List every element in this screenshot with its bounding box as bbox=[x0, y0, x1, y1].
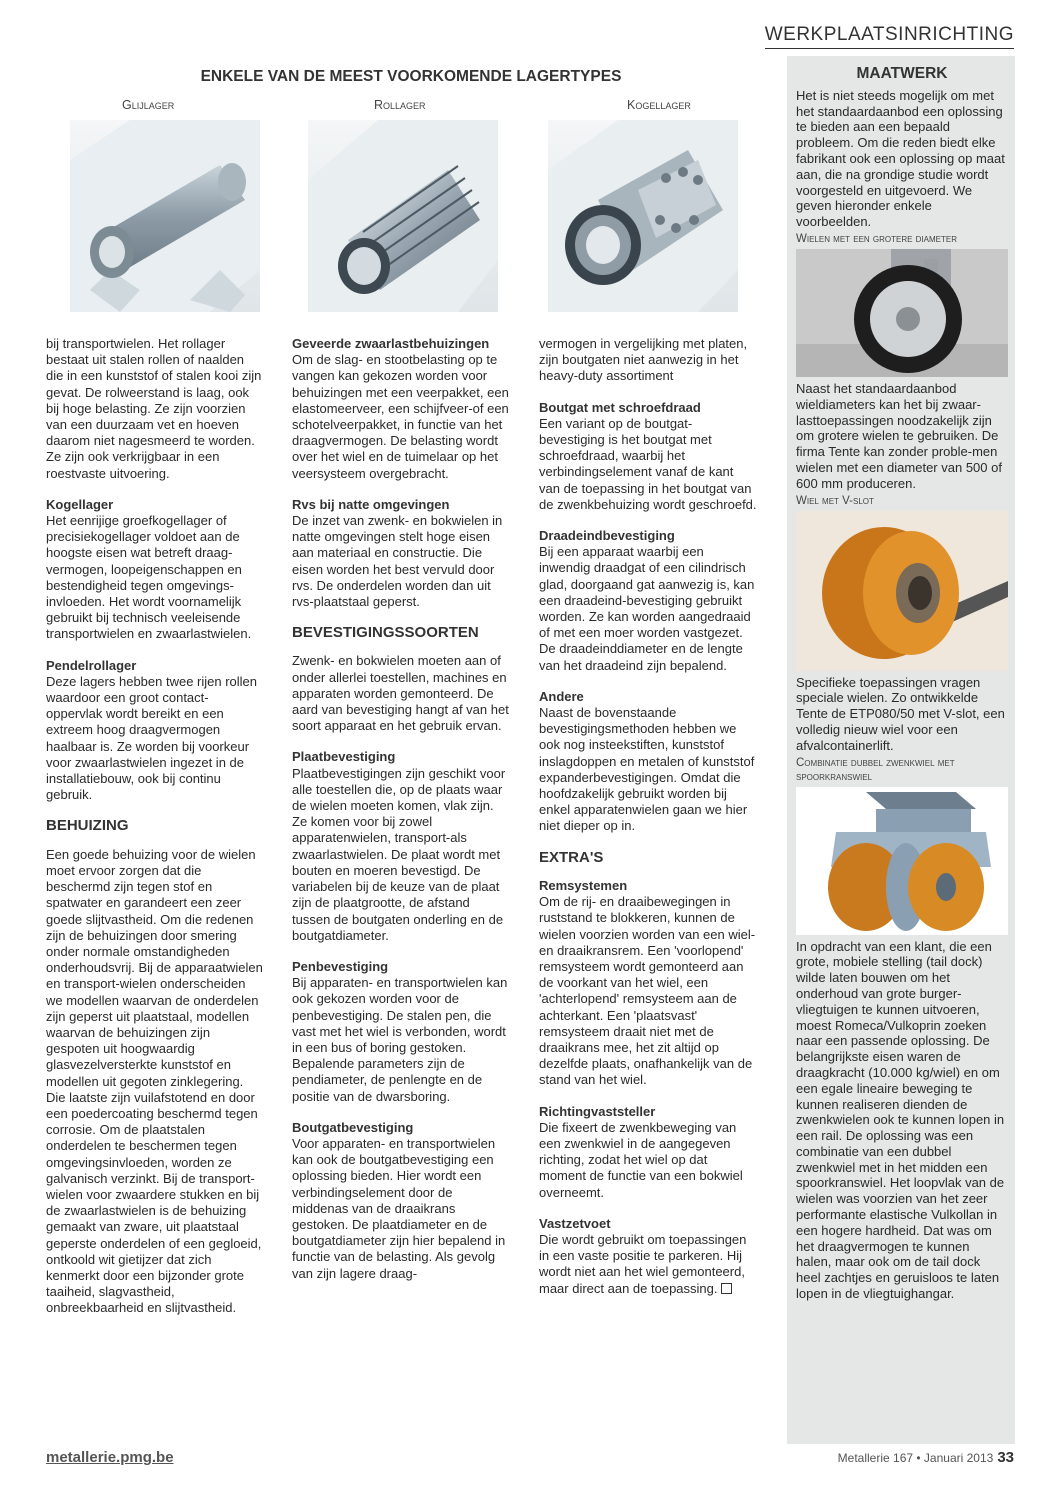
text-bevestigingssoorten: Zwenk- en bokwielen moeten aan of onder allerlei toestellen, machines en apparaten worden gemonteerd. De aard van bevestiging hangt af van het soort apparaat en het gebruik ervan. bbox=[292, 653, 509, 734]
heading-penbevestiging: Penbevestiging bbox=[292, 958, 389, 974]
heading-geveerde: Geveerde zwaarlastbehuizingen bbox=[292, 336, 490, 351]
text-schroefdraad: Een variant op de boutgat-bevestiging is het boutgat met schroefdraad, waarbij het verbindingselement vanaf de kant van de toepassing in het boutgat van de zwenkbehuizing wordt geschroefd. bbox=[539, 415, 757, 512]
heading-vastzetvoet: Vastzetvoet bbox=[539, 1215, 611, 1231]
heading-schroefdraad: Boutgat met schroefdraad bbox=[539, 399, 701, 415]
heading-kogellager: Kogellager bbox=[46, 496, 114, 512]
ball-bearing-image bbox=[548, 120, 738, 312]
heading-boutgatbevestiging: Boutgatbevestiging bbox=[292, 1119, 414, 1135]
text-v-slot: Specifieke toepassingen vragen speciale wielen. Zo ontwikkelde Tente de ETP080/50 met V-slot, een volledig nieuw wiel voor een afvalcontainerlift. bbox=[796, 674, 1005, 753]
text-remsystemen: Om de rij- en draaibewegingen in ruststand te blokkeren, kunnen de wielen voorzien worden van een wiel- en draaikransrem. Een 'voorlopend' remsysteem wordt gemonteerd aan de voorkant van het wiel, een 'achterlopend' remsysteem aan de achterkant. Een 'plaatsvast' remsysteem draait niet met de draaikrans mee, het zit altijd op dezelfde plaats, onafhankelijk van de stand van het wiel. bbox=[539, 894, 756, 1088]
heading-pendelrollager: Pendelrollager bbox=[46, 657, 137, 673]
text-rvs: De inzet van zwenk- en bokwielen in natte omgevingen stelt hoge eisen aan materiaal en constructie. Die eisen worden het best vervuld door rvs. De onderdelen worden dan uit rvs-plaatstaal geperst. bbox=[292, 513, 503, 610]
double-swivel-wheel-image bbox=[796, 787, 1008, 935]
heading-bevestigingssoorten: BEVESTIGINGSSOORTEN bbox=[292, 624, 479, 642]
text-geveerde: Om de slag- en stootbelasting op te vangen kan gekozen worden voor behuizingen met een veerpakket, een elastomeerveer, een schijfveer-of een schotelveerpakket, in functie van het draagvermogen. De belasting wordt over het wiel en de tuimelaar op het veersysteem overgebracht. bbox=[292, 352, 509, 481]
heading-andere: Andere bbox=[539, 688, 584, 704]
label-glijlager: Glijlager bbox=[122, 98, 175, 112]
heading-extras: EXTRA'S bbox=[539, 848, 604, 866]
heading-rvs: Rvs bij natte omgevingen bbox=[292, 496, 450, 512]
caption-v-slot: Wiel met V-slot bbox=[796, 494, 874, 507]
text-andere: Naast de bovenstaande bevestigingsmethoden hebben we ook nog insteekstiften, kunststof inslagdoppen en metalen of kunststof expanderbevestigingen. Omdat die hoofdzakelijk gebruikt worden bij enkel apparatenwielen gaan we hier niet dieper op in. bbox=[539, 705, 755, 834]
text-penbevestiging: Bij apparaten- en transportwielen kan ook gekozen worden voor de penbevestiging. De stalen pen, die vast met het wiel is verbonden, wordt in een bus of boring gestoken. Bepalende parameters zijn de pendiameter, de penlengte en de positie van de dwarsboring. bbox=[292, 975, 508, 1104]
text-behuizing: Een goede behuizing voor de wielen moet ervoor zorgen dat die beschermd zijn tegen stof en spatwater en garandeert een zeer goede slijtvastheid. Om die redenen zijn de behuizingen door smering onder normale omstandigheden onderhoudsvrij. Bij de apparaatwielen en transport-wielen onderscheiden we modellen waarvan de onderdelen zijn geperst uit plaatstaal, modellen waarvan de behuizingen zijn gespoten uit hoogwaardig glasvezelversterkte kunststof en modellen uit gegoten zinklegering. Die laatste zijn vuilafstotend en door een poedercoating beschermd tegen corrosie. Om de plaatstalen onderdelen te beschermen tegen omgevingsinvloeden, worden ze galvanisch verzinkt. Bij de transport-wielen voor zwaardere stukken en bij de zwaarlastwielen is de behuizing gemaakt van zware, uit plaatstaal geperste onderdelen of een gegloeid, ontkoold wit gietijzer dat zich kenmerkt door een bijzonder grote taaiheid, slagvastheid, onbreekbaarheid en slijtvastheid. bbox=[46, 846, 263, 1316]
issue-label: Metallerie 167 • Januari 2013 bbox=[837, 1451, 994, 1465]
heading-draadeind: Draadeindbevestiging bbox=[539, 528, 675, 544]
heading-richtingvaststeller: Richtingvaststeller bbox=[539, 1103, 656, 1119]
roller-bearing-image bbox=[308, 120, 498, 312]
sidebar-intro: Het is niet steeds mogelijk om met het standaardaanbod een oplossing te bieden aan een bepaald probleem. Om die reden biedt elke fabrikant ook een oplossing op maat aan, die na grondige studie wordt voorgesteld en uitgevoerd. We geven hieronder enkele voorbeelden. bbox=[796, 87, 1005, 230]
text-richtingvaststeller: Die fixeert de zwenkbeweging van een zwenkwiel in de aangegeven richting, zodat het wiel op dat moment de functie van een bokwiel overneemt. bbox=[539, 1119, 743, 1200]
col3-intro: vermogen in vergelijking met platen, zijn boutgaten niet aanwezig in het heavy-duty assortiment bbox=[539, 336, 748, 384]
text-double-swivel: In opdracht van een klant, die een grote, mobiele stelling (tail dock) wilde laten bouwen om het onderhoud van grote burger-vliegtuigen te kunnen uitvoeren, moest Romeca/Vulkoprin zoeken naar een passende oplossing. De belangrijkste eisen waren de draagkracht (10.000 kg/wiel) en om een egale lineaire beweging te kunnen realiseren dienden de zwenkwielen ook te kunnen lopen in een rail. De oplossing was een combinatie van een dubbel zwenkwiel met in het midden een spoorkranswiel. Het loopvlak van de wielen was voorzien van het zeer performante elastische Vulkollan in een hogere hardheid. Dat was om het draagvermogen te kunnen halen, maar ook om de tail dock heel zachtjes en geruisloos te laten lopen in de vliegtuighangar. bbox=[796, 938, 1005, 1302]
label-kogellager: Kogellager bbox=[627, 98, 691, 112]
sidebar-maatwerk bbox=[787, 56, 1015, 1444]
heading-behuizing: BEHUIZING bbox=[46, 817, 129, 835]
text-vastzetvoet: Die wordt gebruikt om toepassingen in een vaste positie te parkeren. Hij wordt niet aan het wiel gemonteerd, maar direct aan de toepassing. bbox=[539, 1231, 747, 1296]
text-pendelrollager: Deze lagers hebben twee rijen rollen waardoor een groot contact-oppervlak wordt bereikt en een extreem hoog draagvermogen haalbaar is. Ze worden bij voorkeur voor zwaarlastwielen ingezet in de installatiebouw, ook bij continu gebruik. bbox=[46, 673, 258, 803]
section-header: WERKPLAATSINRICHTING bbox=[765, 24, 1014, 49]
text-boutgatbevestiging: Voor apparaten- en transportwielen kan ook de boutgatbevestiging een oplossing bieden. Hier wordt een verbindingselement door de middenas van de draaikrans gestoken. De plaatdiameter en de boutgatdiameter zijn hier bepalend in functie van de belasting. Als gevolg van zijn lagere draag- bbox=[292, 1135, 506, 1281]
heading-plaatbevestiging: Plaatbevestiging bbox=[292, 749, 396, 765]
caption-double-swivel: Combinatie dubbel zwenkwiel met spoorkranswiel bbox=[796, 756, 955, 783]
text-plaatbevestiging: Plaatbevestigingen zijn geschikt voor alle toestellen die, op de plaats waar de wielen moeten komen, vlak zijn. Ze komen voor bij zowel apparatenwielen, transport-als zwaarlastwielen. De plaat wordt met bouten en moeren bevestigd. De variabelen bij de keuze van de plaat zijn de plaatgrootte, de afstand tussen de boutgaten onderling en de boutgatdiameter. bbox=[292, 765, 506, 943]
column-2 bbox=[292, 336, 510, 1297]
heading-remsystemen: Remsystemen bbox=[539, 877, 628, 893]
footer-issue bbox=[838, 1449, 1014, 1466]
text-kogellager: Het eenrijige groefkogellager of precisiekogellager voldoet aan de hoogste eisen wat betreft draag-vermogen, loopeigenschappen en bestendigheid tegen omgevings-invloeden. Het wordt voornamelijk gebruikt bij technisch veeleisende transportwielen en zwaarlastwielen. bbox=[46, 513, 252, 642]
sidebar-title: MAATWERK bbox=[856, 65, 948, 82]
page-number: 33 bbox=[997, 1449, 1014, 1466]
figure-title: ENKELE VAN DE MEEST VOORKOMENDE LAGERTYPES bbox=[200, 68, 622, 85]
plain-bearing-image bbox=[70, 120, 260, 312]
caption-large-wheels: Wielen met een grotere diameter bbox=[796, 232, 957, 245]
text-large-wheels: Naast het standaardaanbod wieldiameters kan het bij zwaar-lasttoepassingen noodzakelijk zijn om grotere wielen te gebruiken. De firma Tente kan zonder proble-men wielen met een diameter van 500 of 600 mm produceren. bbox=[796, 380, 1002, 491]
text-draadeind: Bij een apparaat waarbij een inwendig draadgat of een cilindrisch glad, doorgaand gat aanwezig is, kan een draadeind-bevestiging gebruikt worden. Ze kan worden aangedraaid of met een moer worden vastgezet. De draadeinddiameter en de lengte van het draadeind zijn bepalend. bbox=[539, 544, 755, 673]
label-rollager: Rollager bbox=[374, 98, 426, 112]
column-3 bbox=[539, 336, 757, 1297]
column-1 bbox=[46, 336, 264, 1332]
v-slot-wheel-photo bbox=[796, 511, 1008, 671]
large-wheel-photo bbox=[796, 249, 1008, 377]
end-of-article-icon bbox=[721, 1283, 732, 1294]
footer-website-link[interactable]: metallerie.pmg.be bbox=[46, 1449, 174, 1466]
col1-intro: bij transportwielen. Het rollager bestaat uit stalen rollen of naalden die in een kunststof of stalen kooi zijn gevat. De rolweerstand is laag, ook bij hoge belasting. Ze zijn voorzien van een duurzaam vet en hoeven daarom niet nagesmeerd te worden. Ze zijn ook verkrijgbaar in een roestvaste uitvoering. bbox=[46, 336, 262, 481]
